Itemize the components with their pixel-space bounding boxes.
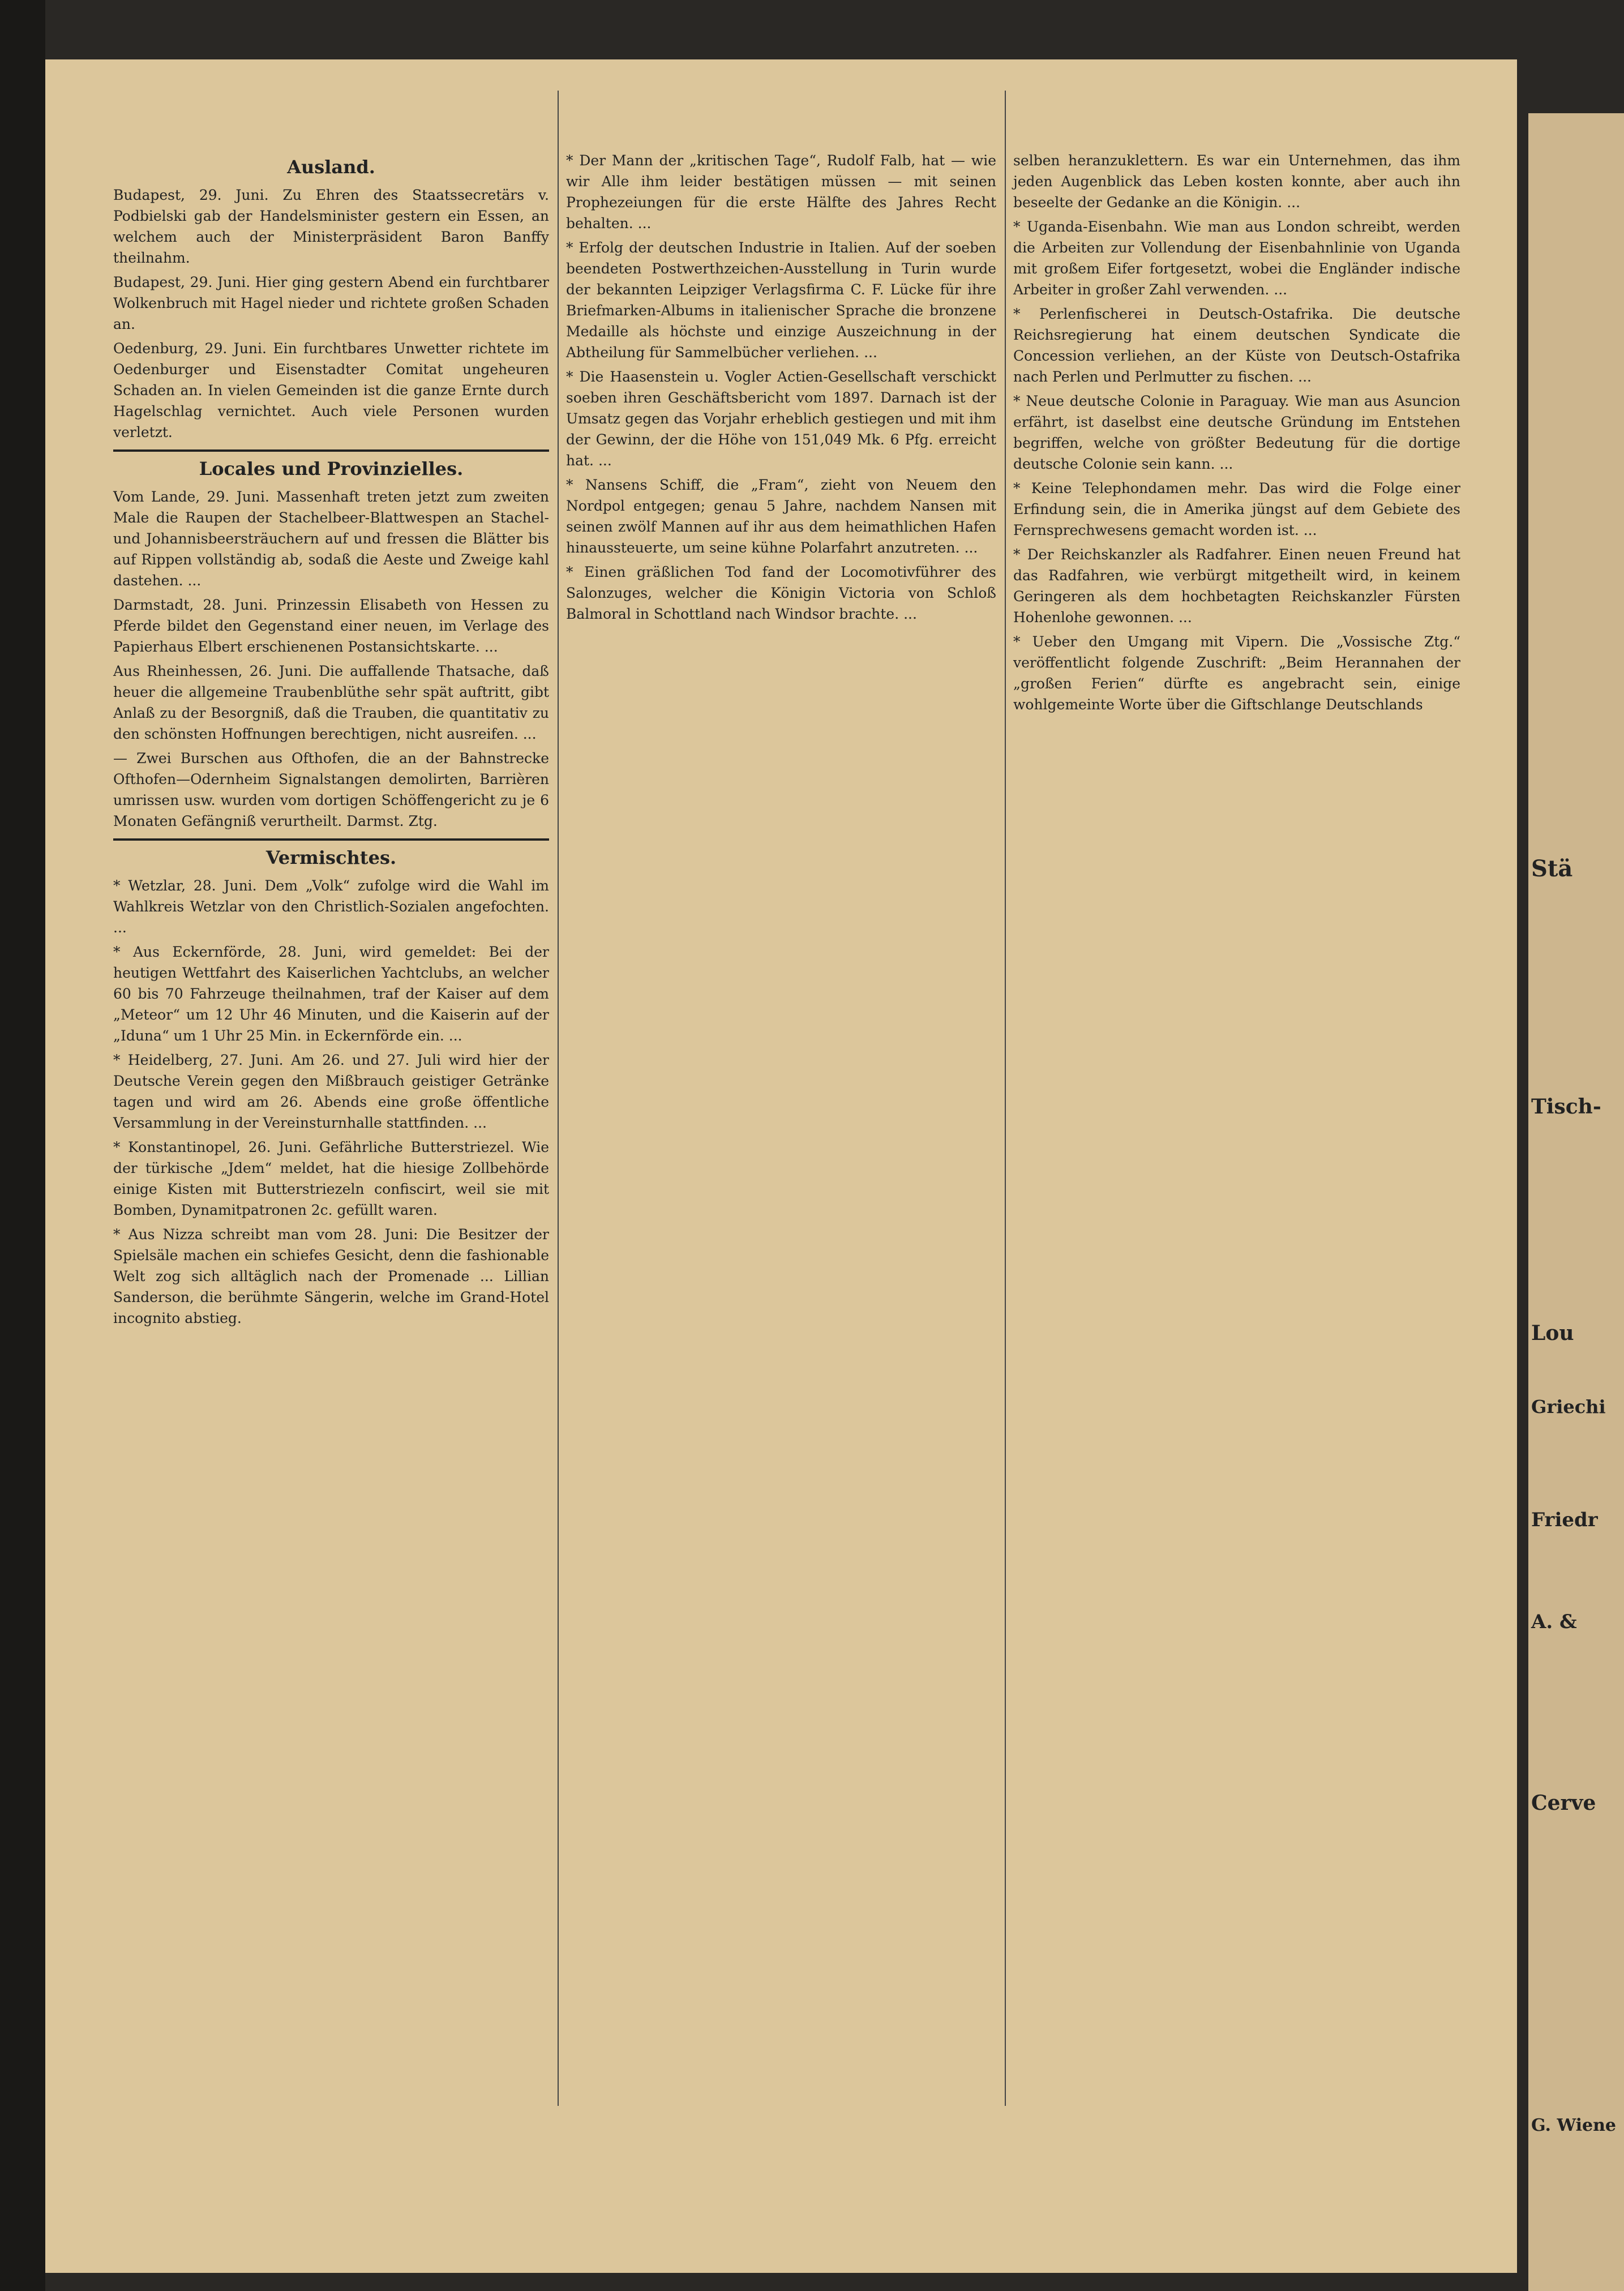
facing-page (1528, 113, 1624, 2291)
article: selben heranzuklettern. Es war ein Unternehmen, das ihm jeden Augenblick das Leben kosten konnte, aber auch ihn beseelte der Gedanke an die Königin. ... (1013, 152, 1460, 211)
column-2 (566, 150, 996, 628)
article: * Der Mann der „kritischen Tage“, Rudolf Falb, hat — wie wir Alle ihm leider bestätigen müssen — mit seinen Prophezeiungen für die erste Hälfte des Jahres Recht behalten. ... (566, 152, 996, 232)
column-divider (558, 91, 559, 2106)
column-3 (1013, 150, 1460, 718)
heading-locales: Locales und Provinzielles. (199, 458, 464, 479)
ad-fragment: Stä (1531, 855, 1573, 882)
article: * Heidelberg, 27. Juni. Am 26. und 27. Juli wird hier der Deutsche Verein gegen den Mißbrauch geistiger Getränke tagen und wird am 26. Abends eine große öffentliche Versammlung in der Vereinsturnhalle stattfinden. ... (113, 1052, 549, 1131)
heading-vermischtes: Vermischtes. (265, 847, 397, 868)
article: * Uganda-Eisenbahn. Wie man aus London schreibt, werden die Arbeiten zur Vollendung der Eisenbahnlinie von Uganda mit großem Eifer fortgesetzt, wobei die Engländer indische Arbeiter in großer Zahl verwenden. ... (1013, 219, 1460, 298)
ad-fragment: Lou (1531, 1321, 1574, 1345)
ad-fragment: Cerve (1531, 1791, 1596, 1815)
ad-fragment: Tisch- (1531, 1095, 1601, 1119)
divider (113, 449, 549, 452)
article: Aus Rheinhessen, 26. Juni. Die auffallende Thatsache, daß heuer die allgemeine Traubenblüthe sehr spät auftritt, gibt Anlaß zu der Besorgniß, daß die Trauben, die quantitativ zu den schönsten Hoffnungen berechtigen, nicht ausreifen. ... (113, 663, 549, 742)
article: Darmstadt, 28. Juni. Prinzessin Elisabeth von Hessen zu Pferde bildet den Gegenstand einer neuen, im Verlage des Papierhaus Elbert erschienenen Postansichtskarte. ... (113, 597, 549, 655)
article: * Wetzlar, 28. Juni. Dem „Volk“ zufolge wird die Wahl im Wahlkreis Wetzlar von den Christlich-Sozialen angefochten. ... (113, 877, 549, 936)
article: * Aus Nizza schreibt man vom 28. Juni: Die Besitzer der Spielsäle machen ein schiefes Gesicht, denn die fashionable Welt zog sich alltäglich nach der Promenade ... Lillian Sanderson, die berühmte Sängerin, welche im Grand-Hotel incognito abstieg. (113, 1226, 549, 1326)
article: * Keine Telephondamen mehr. Das wird die Folge einer Erfindung sein, die in Amerika jüngst auf dem Gebiete des Fernsprechwesens gemacht worden ist. ... (1013, 480, 1460, 538)
heading-ausland: Ausland. (287, 156, 375, 178)
column-1 (113, 150, 549, 1332)
article: Budapest, 29. Juni. Hier ging gestern Abend ein furchtbarer Wolkenbruch mit Hagel nieder und richtete großen Schaden an. (113, 274, 549, 332)
article: Oedenburg, 29. Juni. Ein furchtbares Unwetter richtete im Oedenburger und Eisenstadter Comitat ungeheuren Schaden an. In vielen Gemeinden ist die ganze Ernte durch Hagelschlag vernichtet. Auch viele Personen wurden verletzt. (113, 340, 549, 440)
article: * Aus Eckernförde, 28. Juni, wird gemeldet: Bei der heutigen Wettfahrt des Kaiserlichen Yachtclubs, an welcher 60 bis 70 Fahrzeuge theilnahmen, traf der Kaiser auf dem „Meteor“ um 12 Uhr 46 Minuten, und die Kaiserin auf der „Iduna“ um 1 Uhr 25 Min. in Eckernförde ein. ... (113, 944, 549, 1044)
article: * Ueber den Umgang mit Vipern. Die „Vossische Ztg.“ veröffentlicht folgende Zuschrift: „Beim Herannahen der „großen Ferien“ dürfte es angebracht sein, einige wohlgemeinte Worte über die Giftschlange Deutschlands (1013, 633, 1460, 713)
article: — Zwei Burschen aus Ofthofen, die an der Bahnstrecke Ofthofen—Odernheim Signalstangen demolirten, Barrièren umrissen usw. wurden vom dortigen Schöffengericht zu je 6 Monaten Gefängniß verurtheilt. Darmst. Ztg. (113, 750, 549, 829)
article: * Erfolg der deutschen Industrie in Italien. Auf der soeben beendeten Postwerthzeichen-Ausstellung in Turin wurde der bekannten Leipziger Verlagsfirma C. F. Lücke für ihre Briefmarken-Albums in italienischer Sprache die bronzene Medaille als höchste und einzige Auszeichnung in der Abtheilung für Sammelbücher verliehen. ... (566, 239, 996, 361)
ad-fragment: G. Wiene (1531, 2116, 1616, 2135)
column-divider (1005, 91, 1006, 2106)
article: * Einen gräßlichen Tod fand der Locomotivführer des Salonzuges, welcher die Königin Victoria von Schloß Balmoral in Schottland nach Windsor brachte. ... (566, 564, 996, 622)
ad-fragment: Friedr (1531, 1509, 1598, 1531)
article: Vom Lande, 29. Juni. Massenhaft treten jetzt zum zweiten Male die Raupen der Stachelbeer-Blattwespen an Stachel- und Johannisbeersträuchern auf und fressen die Blätter bis auf Rippen vollständig ab, sodaß die Aeste und Zweige kahl dastehen. ... (113, 489, 549, 589)
article: * Perlenfischerei in Deutsch-Ostafrika. Die deutsche Reichsregierung hat einem deutschen Syndicate die Concession verliehen, an der Küste von Deutsch-Ostafrika nach Perlen und Perlmutter zu fischen. ... (1013, 306, 1460, 385)
article: * Der Reichskanzler als Radfahrer. Einen neuen Freund hat das Radfahren, wie verbürgt mitgetheilt wird, in keinem Geringeren als dem hochbetagten Reichskanzler Fürsten Hohenlohe gewonnen. ... (1013, 546, 1460, 626)
article: * Neue deutsche Colonie in Paraguay. Wie man aus Asuncion erfährt, ist daselbst eine deutsche Gründung im Entstehen begriffen, welche von größter Bedeutung für die dortige deutsche Colonie sein kann. ... (1013, 393, 1460, 472)
ad-fragment: A. & (1531, 1611, 1577, 1633)
article: Budapest, 29. Juni. Zu Ehren des Staatssecretärs v. Podbielski gab der Handelsminister gestern ein Essen, an welchem auch der Ministerpräsident Baron Banffy theilnahm. (113, 187, 549, 266)
article: * Nansens Schiff, die „Fram“, zieht von Neuem den Nordpol entgegen; genau 5 Jahre, nachdem Nansen mit seinen zwölf Mannen auf ihr aus dem heimathlichen Hafen hinaussteuerte, um seine kühne Polarfahrt anzutreten. ... (566, 477, 996, 556)
article: * Konstantinopel, 26. Juni. Gefährliche Butterstriezel. Wie der türkische „Jdem“ meldet, hat die hiesige Zollbehörde einige Kisten mit Butterstriezeln confiscirt, weil sie mit Bomben, Dynamitpatronen 2c. gefüllt waren. (113, 1139, 549, 1218)
book-spine (0, 0, 45, 2291)
divider (113, 838, 549, 841)
ad-fragment: Griechi (1531, 1396, 1606, 1418)
article: * Die Haasenstein u. Vogler Actien-Gesellschaft verschickt soeben ihren Geschäftsbericht vom 1897. Darnach ist der Umsatz gegen das Vorjahr erheblich gestiegen und mit ihm der Gewinn, der die Höhe von 151,049 Mk. 6 Pfg. erreicht hat. ... (566, 369, 996, 469)
